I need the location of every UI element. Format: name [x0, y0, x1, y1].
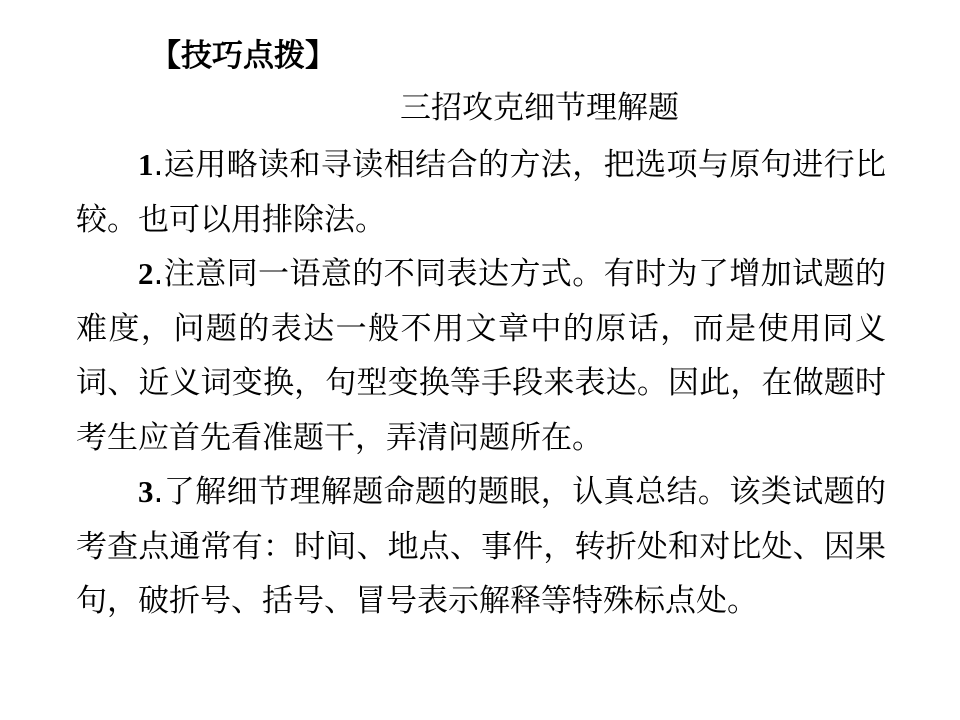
tip-text: 注意同一语意的不同表达方式。有时为了增加试题的难度，问题的表达一般不用文章中的原话，而是使用同义词、近义词变换，句型变换等手段来表达。因此，在做题时考生应首先看准题干，弄清问题所在。 [76, 256, 886, 456]
tip-number: 1 [138, 147, 154, 182]
tip-separator: . [153, 147, 164, 183]
page-title: 三招攻克细节理解题 [400, 90, 679, 126]
tip-item-2 [76, 247, 886, 465]
tip-item-3 [76, 465, 886, 629]
tip-separator: . [153, 256, 164, 292]
section-heading: 【技巧点拨】 [150, 38, 336, 74]
tip-text: 运用略读和寻读相结合的方法，把选项与原句进行比较。也可以用排除法。 [76, 147, 886, 238]
tip-number: 2 [138, 256, 154, 291]
tip-separator: . [153, 474, 164, 510]
tips-body [76, 138, 886, 629]
tip-text: 了解细节理解题命题的题眼，认真总结。该类试题的考查点通常有：时间、地点、事件，转折处和对比处、因果句，破折号、括号、冒号表示解释等特殊标点处。 [76, 474, 886, 619]
tip-item-1 [76, 138, 886, 247]
tip-number: 3 [138, 474, 154, 509]
